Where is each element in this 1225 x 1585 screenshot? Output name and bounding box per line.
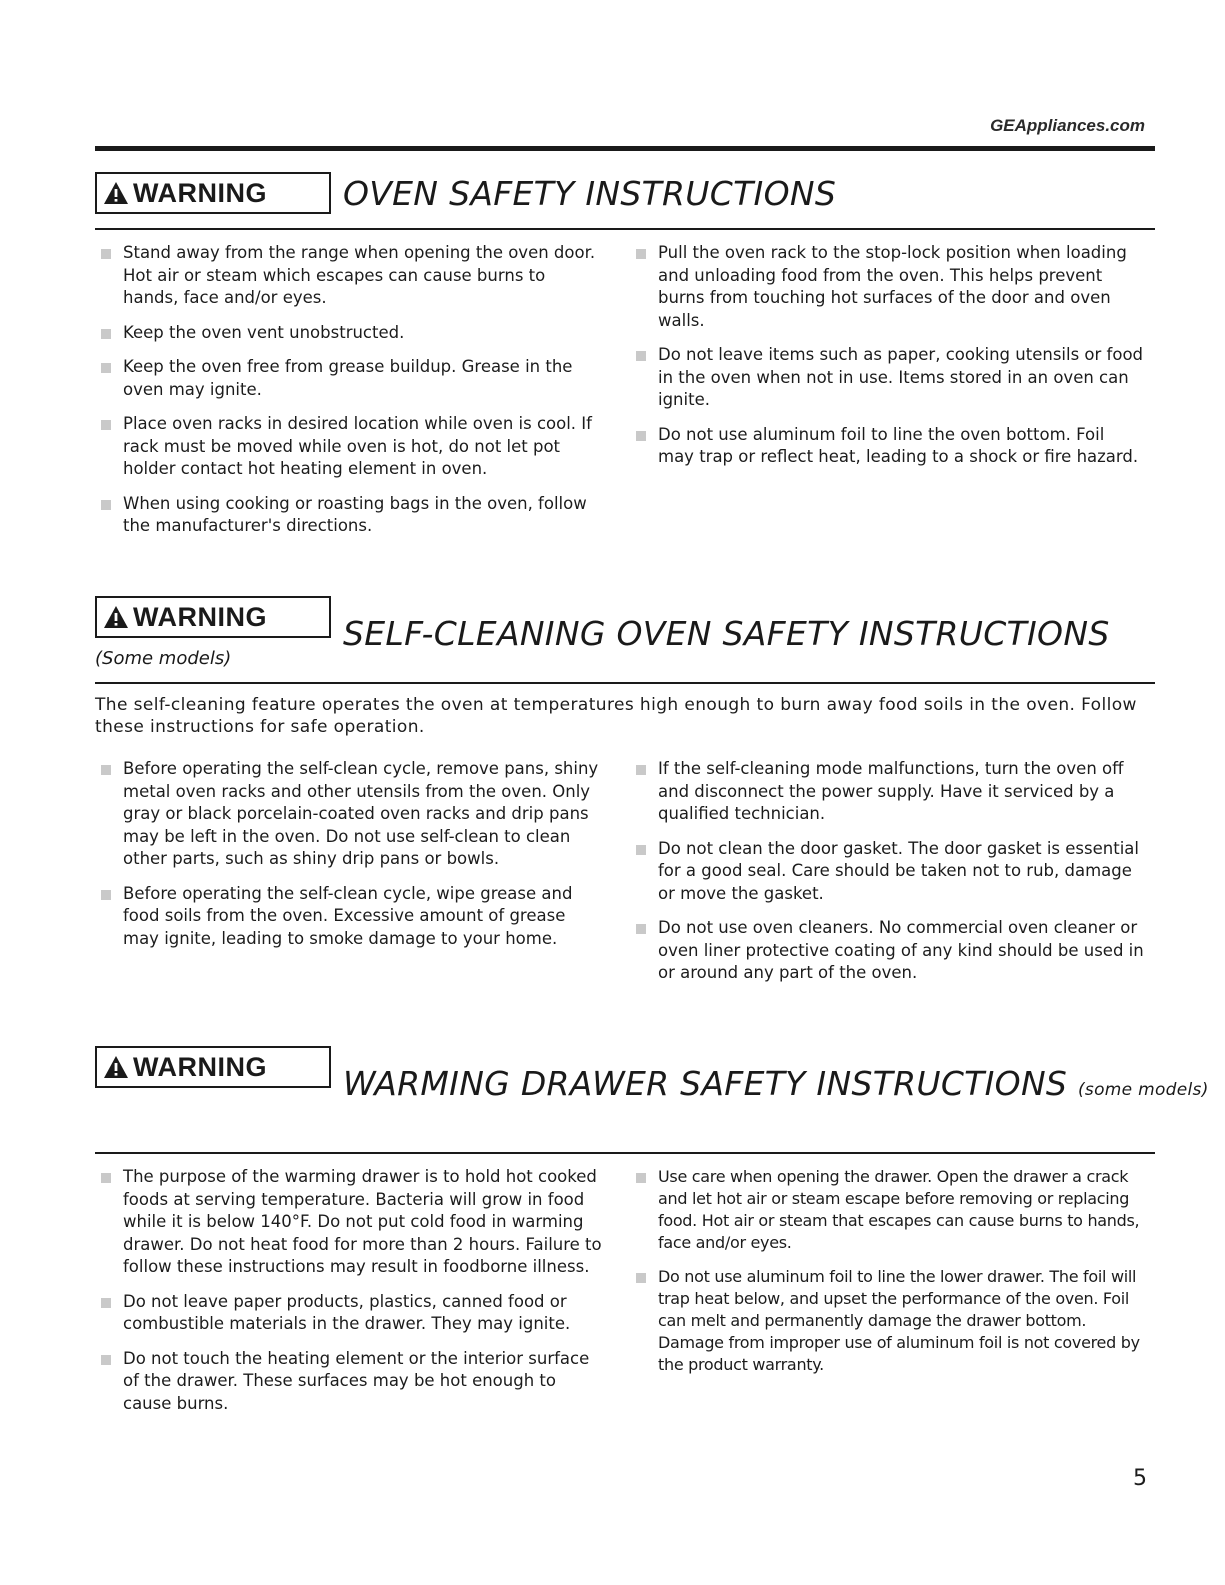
list-item-text: If the self-cleaning mode malfunctions, turn the oven off and disconnect the power supply. Have it serviced by a qualified technician. xyxy=(658,759,1124,823)
bullet-icon xyxy=(636,1273,646,1283)
bullet-icon xyxy=(101,249,111,259)
bullet-icon xyxy=(101,890,111,900)
list-item xyxy=(630,838,1145,906)
list-item-text: Keep the oven free from grease buildup. Grease in the oven may ignite. xyxy=(123,357,573,399)
oven-safety-header xyxy=(95,172,1155,222)
bullet-icon xyxy=(101,329,111,339)
section-title-suffix: (some models) xyxy=(1077,1080,1209,1100)
section-intro: The self-cleaning feature operates the oven at temperatures high enough to burn away food soils in the oven. Follow these instructions for safe operation. xyxy=(95,695,1137,737)
site-url: GEAppliances.com xyxy=(990,116,1145,135)
bullet-icon xyxy=(101,1173,111,1183)
list-item xyxy=(630,758,1145,826)
list-item-text: Use care when opening the drawer. Open the drawer a crack and let hot air or steam escape before removing or replacing food. Hot air or steam that escapes can cause burns to hands, face and/or eyes. xyxy=(658,1167,1140,1252)
warming-drawer-left-list xyxy=(95,1166,605,1427)
list-item xyxy=(95,242,605,310)
list-item-text: Before operating the self-clean cycle, remove pans, shiny metal oven racks and other utensils from the oven. Only gray or black porcelain-coated oven racks and drip pans may be left in the oven. Do not use self-clean to clean other parts, such as shiny drip pans or bowls. xyxy=(123,759,599,868)
top-rule xyxy=(95,146,1155,151)
bullet-icon xyxy=(101,1298,111,1308)
bullet-icon xyxy=(101,420,111,430)
warning-label: WARNING xyxy=(133,601,267,632)
bullet-icon xyxy=(636,249,646,259)
bullet-icon xyxy=(636,765,646,775)
bullet-icon xyxy=(636,1173,646,1183)
section-title: SELF-CLEANING OVEN SAFETY INSTRUCTIONS xyxy=(343,614,1110,653)
bullet-icon xyxy=(636,351,646,361)
section-rule xyxy=(95,228,1155,230)
self-cleaning-right-list xyxy=(630,758,1145,997)
list-item xyxy=(95,322,605,345)
list-item xyxy=(95,413,605,481)
list-item-text: Do not leave items such as paper, cooking utensils or food in the oven when not in use. Items stored in an oven can ignite. xyxy=(658,345,1144,409)
list-item-text: Do not touch the heating element or the interior surface of the drawer. These surfaces may be hot enough to cause burns. xyxy=(123,1348,590,1413)
bullet-icon xyxy=(636,431,646,441)
bullet-icon xyxy=(636,845,646,855)
section-title xyxy=(343,1064,1209,1103)
self-cleaning-left-list xyxy=(95,758,605,962)
list-item-text: Do not leave paper products, plastics, canned food or combustible materials in the drawer. They may ignite. xyxy=(123,1291,571,1333)
list-item-text: Do not clean the door gasket. The door gasket is essential for a good seal. Care should be taken not to rub, damage or move the gasket. xyxy=(658,838,1139,903)
bullet-icon xyxy=(101,765,111,775)
list-item xyxy=(630,917,1145,985)
section-rule xyxy=(95,682,1155,684)
page-number: 5 xyxy=(1133,1466,1147,1491)
oven-safety-right-list xyxy=(630,242,1145,481)
list-item-text: The purpose of the warming drawer is to hold hot cooked foods at serving temperature. Bacteria will grow in food while it is below 140°F. Do not put cold food in warming drawer. Do not heat food for more than 2 hours. Failure to follow these instructions may result in foodborne illness. xyxy=(123,1167,602,1276)
warning-triangle-icon xyxy=(103,605,129,629)
list-item xyxy=(630,1266,1145,1376)
bullet-icon xyxy=(636,924,646,934)
section-title: OVEN SAFETY INSTRUCTIONS xyxy=(343,174,837,213)
list-item xyxy=(630,344,1145,412)
list-item xyxy=(630,424,1145,469)
section-title-text: WARMING DRAWER SAFETY INSTRUCTIONS xyxy=(343,1064,1068,1103)
bullet-icon xyxy=(101,363,111,373)
bullet-icon xyxy=(101,1355,111,1365)
warning-triangle-icon xyxy=(103,1055,129,1079)
warning-box xyxy=(95,596,331,638)
list-item xyxy=(95,1348,605,1416)
list-item-text: Do not use aluminum foil to line the lower drawer. The foil will trap heat below, and upset the performance of the oven. Foil can melt and permanently damage the drawer bottom. Damage from improper use of aluminum foil is not covered by the product warranty. xyxy=(658,1267,1140,1374)
self-cleaning-header xyxy=(95,596,1155,676)
list-item xyxy=(95,883,605,951)
warming-drawer-header xyxy=(95,1046,1209,1106)
section-subtitle: (Some models) xyxy=(95,648,232,669)
list-item-text: Do not use oven cleaners. No commercial oven cleaner or oven liner protective coating of any kind should be used in or around any part of the oven. xyxy=(658,918,1144,982)
list-item xyxy=(95,1166,605,1279)
list-item-text: Place oven racks in desired location while oven is cool. If rack must be moved while oven is hot, do not let pot holder contact hot heating element in oven. xyxy=(123,414,592,478)
list-item xyxy=(95,493,605,538)
list-item-text: Before operating the self-clean cycle, wipe grease and food soils from the oven. Excessive amount of grease may ignite, leading to smoke damage to your home. xyxy=(123,883,573,948)
warming-drawer-right-list xyxy=(630,1166,1145,1388)
warning-box xyxy=(95,1046,331,1088)
list-item-text: Pull the oven rack to the stop-lock position when loading and unloading food from the oven. This helps prevent burns from touching hot surfaces of the door and oven walls. xyxy=(658,243,1127,330)
warning-box xyxy=(95,172,331,214)
list-item xyxy=(95,1291,605,1336)
oven-safety-left-list xyxy=(95,242,605,550)
list-item xyxy=(630,242,1145,332)
section-rule xyxy=(95,1152,1155,1154)
list-item-text: Do not use aluminum foil to line the oven bottom. Foil may trap or reflect heat, leading to a shock or fire hazard. xyxy=(658,424,1139,466)
warning-label: WARNING xyxy=(133,177,267,208)
list-item xyxy=(630,1166,1145,1254)
list-item xyxy=(95,758,605,871)
list-item-text: When using cooking or roasting bags in the oven, follow the manufacturer's directions. xyxy=(123,493,587,535)
bullet-icon xyxy=(101,500,111,510)
warning-triangle-icon xyxy=(103,181,129,205)
list-item-text: Keep the oven vent unobstructed. xyxy=(123,322,405,342)
warning-label: WARNING xyxy=(133,1051,267,1082)
list-item xyxy=(95,356,605,401)
list-item-text: Stand away from the range when opening the oven door. Hot air or steam which escapes can cause burns to hands, face and/or eyes. xyxy=(123,243,596,307)
